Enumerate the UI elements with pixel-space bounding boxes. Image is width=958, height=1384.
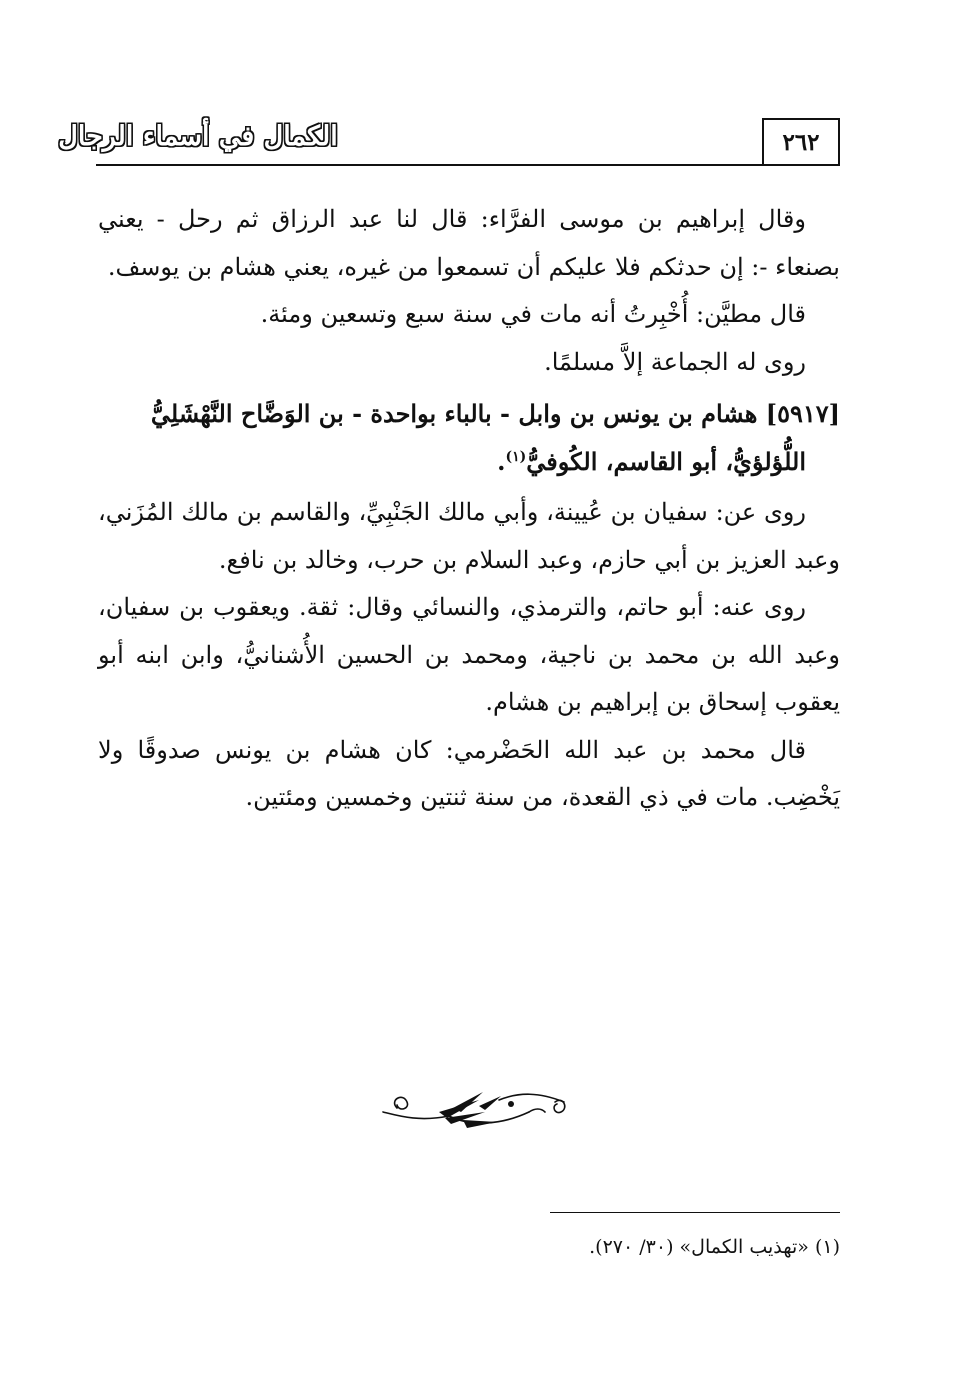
entry-heading-line-2-wrap <box>98 438 840 486</box>
running-head <box>58 104 840 172</box>
paragraph-6: قال محمد بن عبد الله الحَضْرمي: كان هشام بن يونس صدوقًا ولا يَخْضِب. مات في ذي القعدة، من سنة ثنتين وخمسين ومئتين. <box>98 735 840 811</box>
entry-heading <box>98 390 840 485</box>
paragraph-2: قال مطيَّن: أُخْبِرتُ أنه مات في سنة سبع وتسعين ومئة. <box>260 300 806 328</box>
entry-heading-end: . <box>497 446 506 476</box>
entry-heading-line-2: اللُّؤلؤيُّ، أبو القاسم، الكُوفيُّ <box>526 446 806 476</box>
paragraph-4: روى عن: سفيان بن عُيينة، وأبي مالك الجَنْبِيِّ، والقاسم بن مالك المُزَني، وعبد العزيز بن أبي حازم، وعبد السلام بن حرب، وخالد بن نافع. <box>98 498 840 574</box>
page-body <box>98 196 840 822</box>
entry-heading-line-1: [٥٩١٧] هشام بن يونس بن وابل - بالباء بواحدة - بن الوَضَّاح النَّهْشَلِيُّ <box>150 399 840 428</box>
book-title: الكمال في أسماء الرجال <box>58 120 338 152</box>
footnote-ref: (١) <box>505 448 527 465</box>
footnote: (١) «تهذيب الكمال» (٣٠/ ٢٧٠). <box>589 1236 840 1258</box>
header-rule <box>96 164 840 166</box>
footnote-rule <box>550 1212 840 1213</box>
end-ornament-icon <box>379 1082 573 1132</box>
paragraph-1: وقال إبراهيم بن موسى الفرَّاء: قال لنا عبد الرزاق ثم رحل - يعني بصنعاء -: إن حدثكم فلا عليكم أن تسمعوا من غيره، يعني هشام بن يوسف. <box>98 205 840 281</box>
paragraph-3: روى له الجماعة إلاَّ مسلمًا. <box>544 347 806 376</box>
page-number: ٢٦٢ <box>762 118 840 164</box>
paragraph-5: روى عنه: أبو حاتم، والترمذي، والنسائي وقال: ثقة. ويعقوب بن سفيان، وعبد الله بن محمد بن ناجية، ومحمد بن الحسين الأُشنانيُّ، وابن ابنه أبو يعقوب إسحاق بن إبراهيم بن هشام. <box>98 593 840 716</box>
